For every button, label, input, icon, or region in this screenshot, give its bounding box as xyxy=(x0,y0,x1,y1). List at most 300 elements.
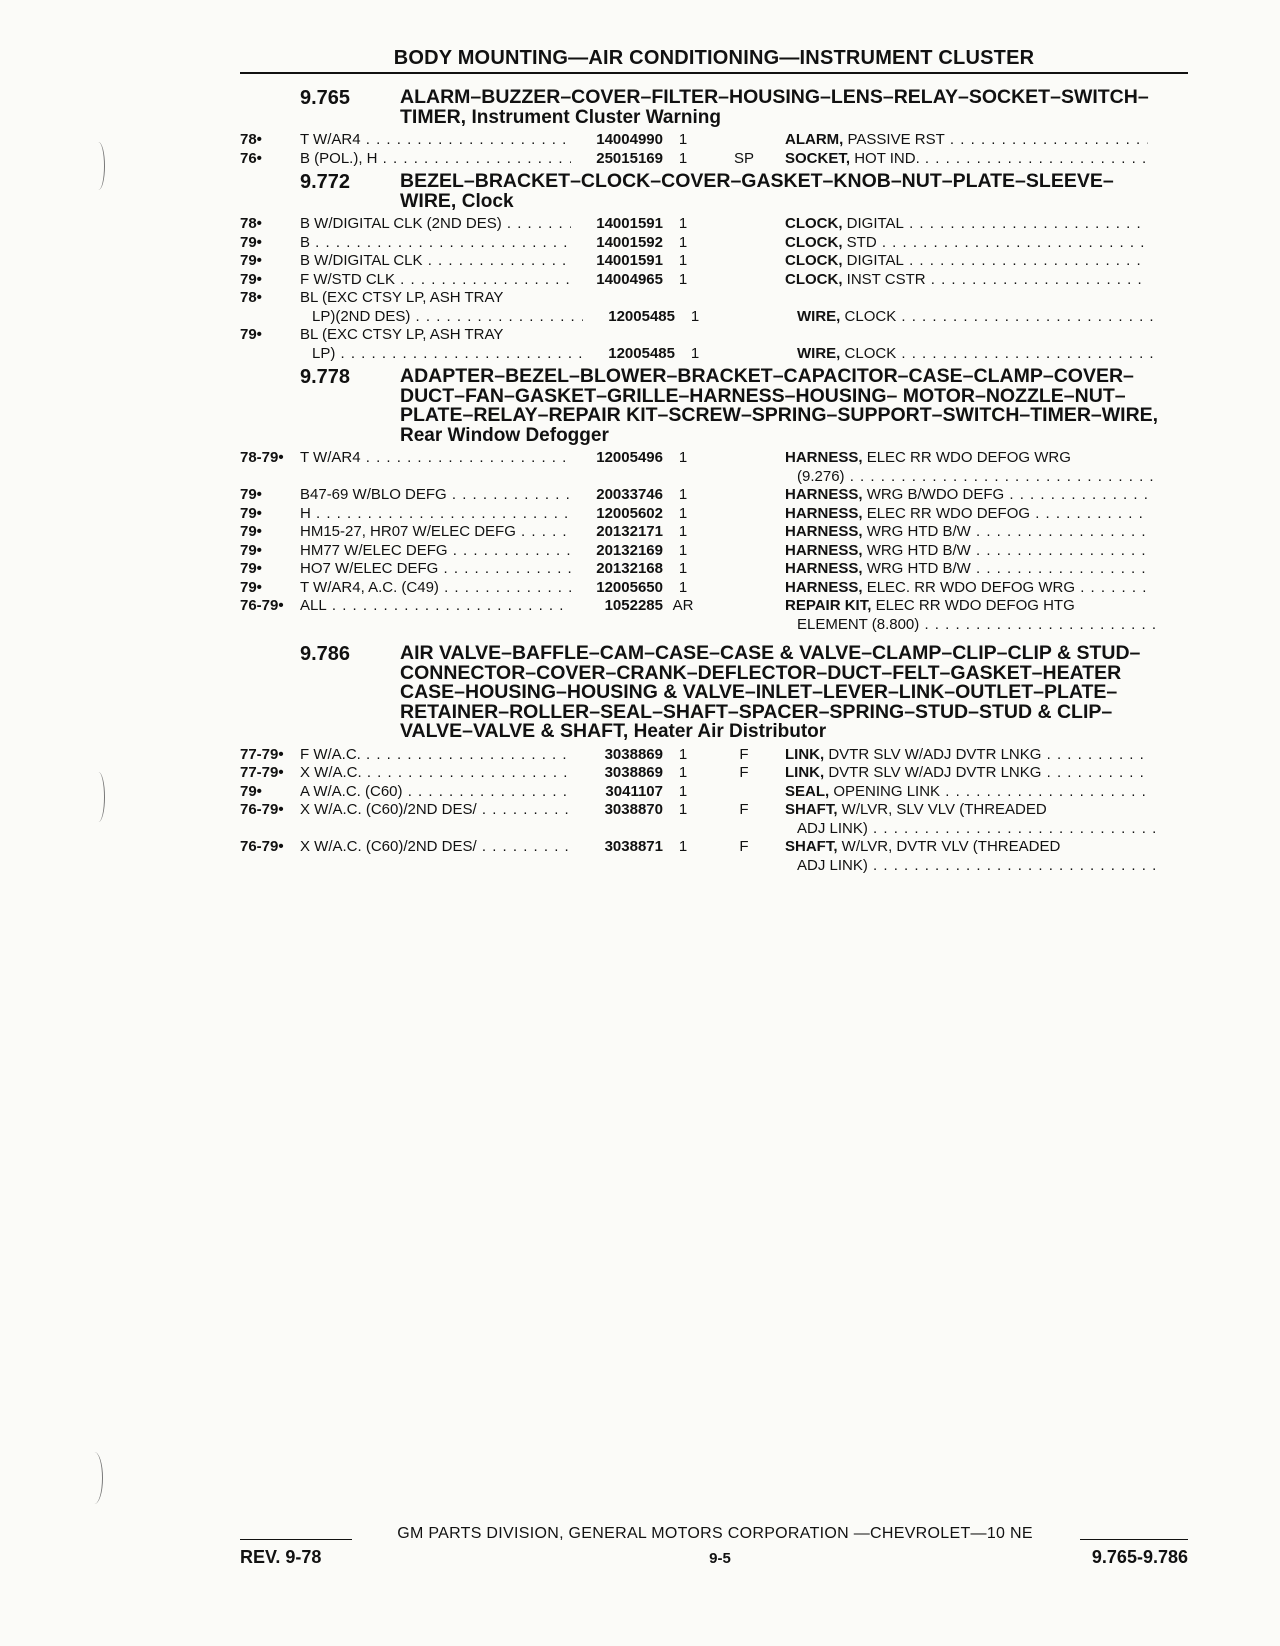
part-name-detail: ADJ LINK) xyxy=(797,819,868,837)
catalog-section xyxy=(240,367,1188,634)
model-year xyxy=(240,560,300,579)
model-description xyxy=(300,252,571,271)
part-number xyxy=(571,449,663,468)
model-description-text: F W/A.C. xyxy=(300,745,361,763)
part-row xyxy=(240,234,1188,253)
model-description xyxy=(300,820,571,839)
group-code-text: SP xyxy=(733,149,754,167)
part-number xyxy=(571,234,663,253)
model-description-text: LP) xyxy=(312,344,336,362)
part-row xyxy=(240,131,1188,150)
part-number xyxy=(571,764,663,783)
quantity-text: 1 xyxy=(678,838,688,855)
group-code xyxy=(703,326,785,345)
group-code xyxy=(703,486,785,505)
part-row xyxy=(240,542,1188,561)
part-number-text: 1052285 xyxy=(604,597,663,614)
part-name xyxy=(785,150,1148,169)
part-name-detail: HOT IND. xyxy=(854,149,920,167)
part-row xyxy=(240,271,1188,290)
model-description-text: A W/A.C. (C60) xyxy=(300,782,403,800)
section-number: 9.765 xyxy=(300,87,351,109)
quantity xyxy=(663,746,703,765)
part-row xyxy=(240,857,1188,876)
group-code-text: F xyxy=(739,764,749,781)
quantity-text: 1 xyxy=(678,215,688,232)
part-name-key: ALARM, xyxy=(785,131,844,148)
quantity xyxy=(663,523,703,542)
group-code xyxy=(703,289,785,308)
part-number-text: 20132169 xyxy=(596,541,663,559)
section-subtitle: Heater Air Distributor xyxy=(633,721,827,742)
dot-leader xyxy=(311,505,571,522)
quantity-text: 1 xyxy=(678,560,688,577)
part-name xyxy=(785,523,1148,542)
quantity xyxy=(663,252,703,271)
part-row xyxy=(240,289,1188,308)
part-number xyxy=(571,783,663,802)
part-number xyxy=(571,289,663,308)
part-name xyxy=(785,289,1148,308)
part-name xyxy=(785,131,1148,150)
dot-leader xyxy=(361,746,571,763)
quantity-text: 1 xyxy=(678,233,688,251)
model-description-text: B W/DIGITAL CLK (2ND DES) xyxy=(300,215,502,232)
dot-leader xyxy=(845,468,1160,485)
model-description xyxy=(300,746,571,765)
part-number xyxy=(571,579,663,598)
model-year xyxy=(240,271,300,290)
part-name xyxy=(785,857,1160,876)
quantity xyxy=(663,468,703,487)
quantity xyxy=(663,616,703,635)
part-number-text: 3038869 xyxy=(604,745,663,763)
quantity-text: 1 xyxy=(678,270,688,288)
part-name-key: HARNESS, xyxy=(785,486,863,503)
part-name-detail: ELEC RR WDO DEFOG WRG xyxy=(866,449,1071,466)
dot-leader xyxy=(327,597,571,614)
dot-leader xyxy=(1075,579,1148,596)
part-number-text: 3041107 xyxy=(605,782,663,800)
part-name-detail: WRG HTD B/W xyxy=(866,560,971,577)
dot-leader xyxy=(1041,764,1148,781)
model-year-text: 79• xyxy=(240,252,262,269)
part-number-text: 14001592 xyxy=(596,233,663,251)
part-name-key: CLOCK, xyxy=(785,233,843,251)
model-year-text: 79• xyxy=(240,326,262,343)
group-code xyxy=(715,345,797,364)
group-code-text: F xyxy=(739,745,749,763)
quantity xyxy=(663,764,703,783)
model-description-text: X W/A.C. (C60)/2ND DES/ xyxy=(300,801,477,818)
model-year-text: 77-79• xyxy=(240,745,284,763)
model-year xyxy=(240,468,300,487)
quantity-text: 1 xyxy=(690,344,700,362)
dot-leader xyxy=(438,560,571,577)
section-title xyxy=(400,644,1188,742)
part-number-text: 3038869 xyxy=(604,764,663,781)
part-name-detail: DIGITAL xyxy=(846,215,904,232)
quantity-text: 1 xyxy=(678,801,688,818)
part-name xyxy=(785,271,1148,290)
section-subtitle: Rear Window Defogger xyxy=(400,424,609,446)
section-heading xyxy=(240,88,1188,127)
dot-leader xyxy=(920,150,1148,167)
model-year-text: 79• xyxy=(240,504,262,522)
part-name xyxy=(785,597,1148,616)
model-year xyxy=(240,215,300,234)
part-name-key: HARNESS, xyxy=(785,504,863,522)
quantity-text: AR xyxy=(672,597,694,614)
part-name xyxy=(785,234,1148,253)
quantity-text: 1 xyxy=(678,504,688,522)
section-title-parts: AIR VALVE–BAFFLE–CAM–CASE–CASE & VALVE–CLAMP–CLIP–CLIP & STUD–CONNECTOR–COVER–CRANK–DEFLECTOR–DUCT–FELT–GASKET–HEATER CASE–HOUSING–HOUSING & VALVE–INLET–LEVER–LINK–OUTLET–PLATE–RETAINER–ROLLER–SEAL–SHAFT–SPACER–SPRING–STUD–STUD & CLIP–VALVE–VALVE & SHAFT, xyxy=(400,642,1141,742)
section-heading xyxy=(240,172,1188,211)
part-number xyxy=(583,345,675,364)
part-name-key: HARNESS, xyxy=(785,578,863,596)
model-description-text: T W/AR4 xyxy=(300,131,361,148)
part-name xyxy=(797,308,1160,327)
part-name-detail: ELEC. RR WDO DEFOG WRG xyxy=(866,578,1076,596)
part-name-key: CLOCK, xyxy=(785,252,843,269)
part-name-key: CLOCK, xyxy=(785,215,843,232)
part-row xyxy=(240,820,1188,839)
model-description-text: BL (EXC CTSY LP, ASH TRAY xyxy=(300,326,504,343)
part-name xyxy=(785,746,1148,765)
quantity-text: 1 xyxy=(678,541,688,559)
part-name-key: SOCKET, xyxy=(785,149,851,167)
model-year xyxy=(240,523,300,542)
model-year xyxy=(240,308,300,327)
part-row xyxy=(240,308,1188,327)
dot-leader xyxy=(945,131,1148,148)
model-year xyxy=(240,597,300,616)
model-description xyxy=(300,308,583,327)
part-name-key: SEAL, xyxy=(785,782,830,800)
model-description xyxy=(300,234,571,253)
group-code xyxy=(703,857,785,876)
dot-leader xyxy=(310,234,571,251)
model-description-text: F W/STD CLK xyxy=(300,270,396,288)
model-description-text: LP)(2ND DES) xyxy=(312,307,411,325)
binder-hole-mark xyxy=(92,142,105,190)
dot-leader xyxy=(395,271,571,288)
dot-leader xyxy=(516,523,571,540)
footer-rule-right xyxy=(1080,1539,1188,1540)
quantity xyxy=(663,597,703,616)
group-code xyxy=(703,560,785,579)
model-year xyxy=(240,505,300,524)
model-description xyxy=(300,289,571,308)
part-name-detail: WRG B/WDO DEFG xyxy=(866,486,1005,503)
part-row xyxy=(240,468,1188,487)
model-description xyxy=(300,345,583,364)
model-year-text: 79• xyxy=(240,486,262,503)
dot-leader xyxy=(904,215,1148,232)
model-description-text: X W/A.C. xyxy=(300,764,362,781)
part-number xyxy=(571,542,663,561)
part-number xyxy=(571,486,663,505)
model-description-text: B (POL.), H xyxy=(300,149,378,167)
model-year xyxy=(240,746,300,765)
section-title xyxy=(400,88,1188,127)
model-year xyxy=(240,486,300,505)
dot-leader xyxy=(868,820,1160,837)
section-number: 9.778 xyxy=(300,366,351,388)
part-name xyxy=(785,579,1148,598)
group-code xyxy=(703,542,785,561)
dot-leader xyxy=(410,308,583,325)
part-name xyxy=(785,801,1148,820)
quantity xyxy=(663,838,703,857)
part-name-key: SHAFT, xyxy=(785,801,838,818)
part-number xyxy=(571,746,663,765)
group-code xyxy=(703,131,785,150)
binder-hole-mark xyxy=(92,772,105,822)
quantity xyxy=(663,486,703,505)
quantity-text: 1 xyxy=(690,307,700,325)
quantity xyxy=(663,449,703,468)
part-row xyxy=(240,801,1188,820)
dot-leader xyxy=(896,308,1160,325)
part-number xyxy=(571,857,663,876)
part-name-key: REPAIR KIT, xyxy=(785,597,872,614)
quantity-text: 1 xyxy=(678,523,688,540)
part-number xyxy=(571,252,663,271)
quantity-text: 1 xyxy=(678,578,688,596)
section-title-parts: ADAPTER–BEZEL–BLOWER–BRACKET–CAPACITOR–CASE–CLAMP–COVER–DUCT–FAN–GASKET–GRILLE–HARNESS–HOUSING– MOTOR–NOZZLE–NUT–PLATE–RELAY–REPAIR KIT–SCREW–SPRING–SUPPORT–SWITCH–TIMER–WIRE, xyxy=(400,365,1159,426)
dot-leader xyxy=(502,215,571,232)
dot-leader xyxy=(971,523,1148,540)
model-description xyxy=(300,838,571,857)
dot-leader xyxy=(447,486,571,503)
part-name-key: HARNESS, xyxy=(785,560,863,577)
part-number-text: 12005485 xyxy=(608,307,675,325)
part-number xyxy=(571,523,663,542)
quantity xyxy=(663,271,703,290)
part-number xyxy=(571,150,663,169)
model-year xyxy=(240,838,300,857)
part-name-key: HARNESS, xyxy=(785,523,863,540)
model-year-text: 78• xyxy=(240,215,262,232)
part-name-detail: DVTR SLV W/ADJ DVTR LNKG xyxy=(828,745,1042,763)
part-name-detail: INST CSTR xyxy=(846,270,926,288)
part-name xyxy=(785,616,1160,635)
part-name-key: LINK, xyxy=(785,764,825,781)
part-number xyxy=(571,560,663,579)
model-description-text: B xyxy=(300,233,311,251)
part-name-detail: OPENING LINK xyxy=(833,782,941,800)
quantity-text: 1 xyxy=(678,449,688,466)
quantity xyxy=(675,345,715,364)
part-name xyxy=(785,560,1148,579)
catalog-section xyxy=(240,644,1188,875)
model-year-text: 79• xyxy=(240,578,262,596)
dot-leader xyxy=(362,764,571,781)
quantity xyxy=(663,783,703,802)
part-name-key: CLOCK, xyxy=(785,270,843,288)
part-row xyxy=(240,523,1188,542)
part-number-text: 12005602 xyxy=(596,504,663,522)
quantity xyxy=(663,579,703,598)
group-code xyxy=(703,523,785,542)
section-heading xyxy=(240,367,1188,445)
dot-leader xyxy=(1004,486,1148,503)
dot-leader xyxy=(378,150,571,167)
quantity xyxy=(663,505,703,524)
model-description xyxy=(300,131,571,150)
quantity xyxy=(663,801,703,820)
quantity xyxy=(663,326,703,345)
dot-leader xyxy=(361,449,571,466)
section-heading xyxy=(240,644,1188,742)
model-year xyxy=(240,449,300,468)
quantity xyxy=(663,820,703,839)
section-title xyxy=(400,367,1188,445)
part-name-detail: STD xyxy=(846,233,877,251)
model-description-text: BL (EXC CTSY LP, ASH TRAY xyxy=(300,289,504,306)
quantity-text: 1 xyxy=(678,782,688,800)
model-year xyxy=(240,764,300,783)
dot-leader xyxy=(919,616,1160,633)
group-code xyxy=(703,838,785,857)
model-description xyxy=(300,150,571,169)
quantity xyxy=(663,542,703,561)
part-name xyxy=(785,486,1148,505)
model-description xyxy=(300,597,571,616)
part-number xyxy=(571,820,663,839)
model-year xyxy=(240,289,300,308)
group-code xyxy=(703,820,785,839)
part-row xyxy=(240,252,1188,271)
footer-publisher: GM PARTS DIVISION, GENERAL MOTORS CORPORATION —CHEVROLET—10 NE xyxy=(397,1525,1033,1542)
model-year-text: 79• xyxy=(240,523,262,540)
dot-leader xyxy=(477,801,571,818)
part-name-key: HARNESS, xyxy=(785,449,863,466)
part-row xyxy=(240,449,1188,468)
dot-leader xyxy=(439,579,571,596)
part-row xyxy=(240,505,1188,524)
part-number-text: 3038870 xyxy=(604,801,663,818)
model-year-text: 79• xyxy=(240,541,262,559)
quantity-text: 1 xyxy=(678,252,688,269)
model-description-text: T W/AR4 xyxy=(300,449,361,466)
part-name-detail: CLOCK xyxy=(844,307,897,325)
model-description xyxy=(300,783,571,802)
part-row xyxy=(240,326,1188,345)
dot-leader xyxy=(971,542,1148,559)
footer-section-range: 9.765-9.786 xyxy=(1091,1547,1188,1567)
dot-leader xyxy=(868,857,1160,874)
model-description xyxy=(300,271,571,290)
part-row xyxy=(240,616,1188,635)
part-name xyxy=(797,345,1160,364)
model-description-text: B W/DIGITAL CLK xyxy=(300,252,423,269)
model-year xyxy=(240,542,300,561)
part-number xyxy=(571,838,663,857)
quantity xyxy=(663,857,703,876)
part-number xyxy=(571,131,663,150)
part-name-key: SHAFT, xyxy=(785,838,838,855)
model-year xyxy=(240,326,300,345)
model-year xyxy=(240,616,300,635)
model-description-text: X W/A.C. (C60)/2ND DES/ xyxy=(300,838,477,855)
part-name xyxy=(785,505,1148,524)
footer-rule-left xyxy=(240,1539,352,1540)
group-code xyxy=(703,234,785,253)
part-number-text: 14001591 xyxy=(596,252,663,269)
model-year-text: 78• xyxy=(240,289,262,306)
group-code xyxy=(703,468,785,487)
quantity xyxy=(675,308,715,327)
quantity-text: 1 xyxy=(678,149,688,167)
catalog-section xyxy=(240,172,1188,363)
part-number-text: 12005650 xyxy=(596,578,663,596)
model-year xyxy=(240,234,300,253)
part-name-detail: W/LVR, DVTR VLV (THREADED xyxy=(841,838,1061,855)
model-description xyxy=(300,468,571,487)
part-number xyxy=(571,616,663,635)
model-description xyxy=(300,560,571,579)
part-name-key: LINK, xyxy=(785,745,825,763)
page-title: BODY MOUNTING—AIR CONDITIONING—INSTRUMENT CLUSTER xyxy=(240,46,1188,74)
dot-leader xyxy=(423,252,571,269)
quantity-text: 1 xyxy=(678,745,688,763)
part-number xyxy=(571,215,663,234)
part-row xyxy=(240,345,1188,364)
model-description-text: T W/AR4, A.C. (C49) xyxy=(300,578,439,596)
model-description-text: HM15-27, HR07 W/ELEC DEFG xyxy=(300,523,516,540)
section-number: 9.772 xyxy=(300,171,351,193)
part-row xyxy=(240,838,1188,857)
catalog-sections xyxy=(240,88,1188,879)
group-code xyxy=(703,252,785,271)
part-name-detail: WRG HTD B/W xyxy=(866,523,971,540)
part-name-detail: (9.276) xyxy=(797,467,845,485)
part-name-detail: CLOCK xyxy=(844,344,897,362)
dot-leader xyxy=(896,345,1160,362)
part-name-detail: PASSIVE RST xyxy=(847,131,945,148)
model-description xyxy=(300,449,571,468)
part-number xyxy=(571,271,663,290)
part-number xyxy=(583,308,675,327)
model-description xyxy=(300,486,571,505)
part-number-text: 14004965 xyxy=(596,270,663,288)
catalog-section xyxy=(240,88,1188,168)
part-number-text: 12005485 xyxy=(608,344,675,362)
part-name-detail: ELEMENT (8.800) xyxy=(797,615,920,633)
model-description xyxy=(300,505,571,524)
part-number-text: 14004990 xyxy=(596,131,663,148)
part-number xyxy=(571,468,663,487)
part-name-detail: W/LVR, SLV VLV (THREADED xyxy=(841,801,1047,818)
part-number-text: 3038871 xyxy=(604,838,663,855)
part-number xyxy=(571,801,663,820)
group-code xyxy=(703,764,785,783)
group-code xyxy=(703,271,785,290)
part-name-key: WIRE, xyxy=(797,307,841,325)
part-number-text: 25015169 xyxy=(596,149,663,167)
model-year-text: 79• xyxy=(240,560,262,577)
part-name-detail: ELEC RR WDO DEFOG HTG xyxy=(875,597,1075,614)
model-year xyxy=(240,131,300,150)
group-code xyxy=(703,579,785,598)
part-number-text: 20132168 xyxy=(596,560,663,577)
part-number xyxy=(571,326,663,345)
model-year xyxy=(240,252,300,271)
quantity xyxy=(663,289,703,308)
model-year-text: 79• xyxy=(240,782,262,800)
